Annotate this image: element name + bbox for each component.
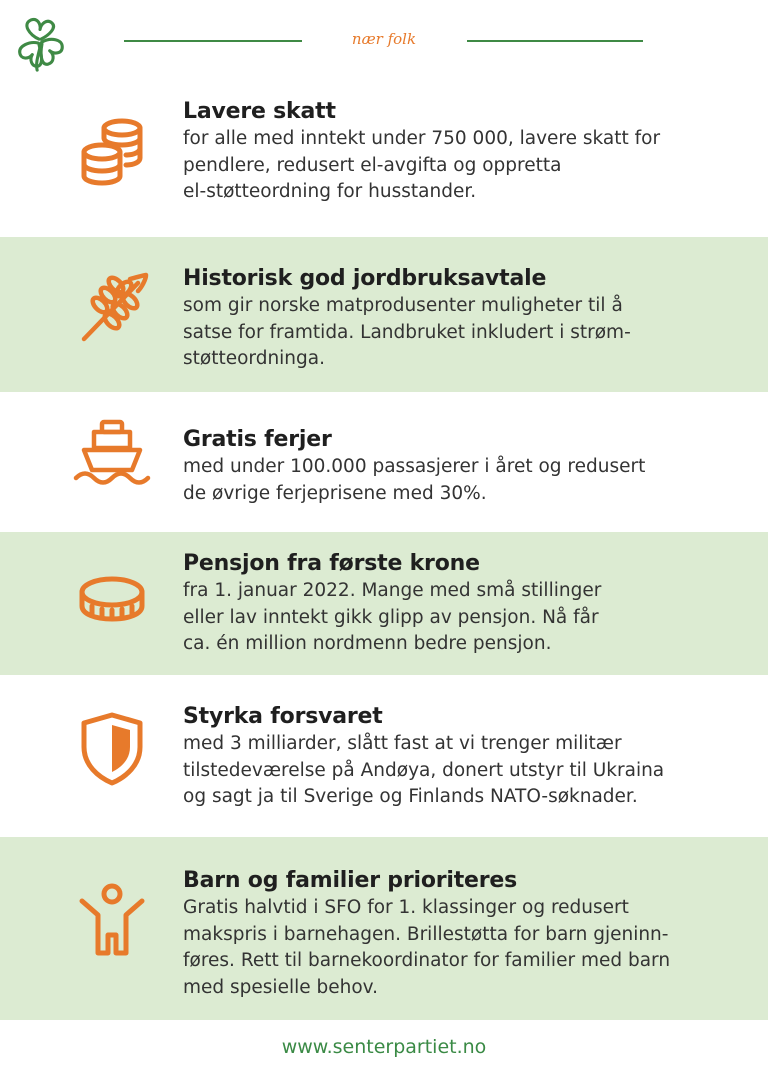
shield-icon — [72, 709, 152, 789]
item-lower-tax — [0, 90, 768, 237]
footer-website-link[interactable]: www.senterpartiet.no — [281, 1036, 487, 1058]
child-icon — [72, 881, 152, 961]
item-agriculture — [0, 237, 768, 392]
item-pension — [0, 532, 768, 675]
item-title: Pensjon fra første krone — [183, 551, 480, 576]
item-children-families — [0, 837, 768, 1020]
wheat-icon — [72, 269, 152, 349]
coins-stack-icon — [72, 112, 152, 192]
item-body: for alle med inntekt under 750 000, lavere skatt for pendlere, redusert el-avgifta og oppretta el-støtteordning for husstander. — [183, 128, 661, 202]
item-title: Lavere skatt — [183, 99, 336, 124]
header-rule-left — [124, 40, 302, 42]
coin-icon — [72, 560, 152, 640]
item-defense — [0, 675, 768, 837]
item-body: med under 100.000 passasjerer i året og redusert de øvrige ferjeprisene med 30%. — [183, 456, 646, 504]
item-body: Gratis halvtid i SFO for 1. klassinger og redusert makspris i barnehagen. Brillestøtta for barn gjeninn- føres. Rett til barnekoordinator for familier med barn med spesielle behov. — [183, 897, 671, 998]
header — [0, 0, 768, 90]
item-title: Gratis ferjer — [183, 427, 332, 452]
item-title: Barn og familier prioriteres — [183, 868, 518, 893]
header-rule-right — [467, 40, 643, 42]
ferry-icon — [72, 416, 152, 496]
item-body: fra 1. januar 2022. Mange med små stillinger eller lav inntekt gikk glipp av pensjon. Nå får ca. én million nordmenn bedre pensjon. — [183, 580, 602, 654]
item-title: Historisk god jordbruksavtale — [183, 266, 547, 291]
item-body: med 3 milliarder, slått fast at vi trenger militær tilstedeværelse på Andøya, donert utstyr til Ukraina og sagt ja til Sverige og Finlands NATO-søknader. — [183, 733, 665, 807]
item-body: som gir norske matprodusenter muligheter til å satse for framtida. Landbruket inkludert i strøm- støtteordninga. — [183, 295, 631, 369]
item-free-ferries — [0, 392, 768, 532]
clover-logo-icon — [12, 14, 70, 72]
slogan: nær folk — [351, 30, 417, 48]
item-title: Styrka forsvaret — [183, 704, 383, 729]
